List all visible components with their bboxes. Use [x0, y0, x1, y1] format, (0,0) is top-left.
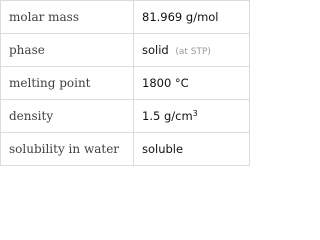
row-value-solubility-in-water: [134, 133, 250, 166]
table-row: [1, 34, 250, 67]
row-value-density: [134, 100, 250, 133]
value-text: 81.969 g/mol: [142, 10, 219, 24]
row-label-density: density: [1, 100, 134, 133]
table-row: [1, 1, 250, 34]
value-text: solid: [142, 43, 169, 57]
table-row: [1, 67, 250, 100]
phase-qualifier: (at STP): [175, 47, 211, 57]
row-label-melting-point: melting point: [1, 67, 134, 100]
value-text: 1.5 g/cm: [142, 109, 193, 123]
row-label-phase: phase: [1, 34, 134, 67]
table-row: [1, 133, 250, 166]
value-text: 1800 °C: [142, 76, 189, 90]
value-text: soluble: [142, 142, 184, 156]
row-value-molar-mass: [134, 1, 250, 34]
row-value-melting-point: [134, 67, 250, 100]
row-label-solubility-in-water: solubility in water: [1, 133, 134, 166]
table-row: [1, 100, 250, 133]
row-label-molar-mass: molar mass: [1, 1, 134, 34]
row-value-phase: [134, 34, 250, 67]
unit-exponent: 3: [192, 109, 198, 118]
